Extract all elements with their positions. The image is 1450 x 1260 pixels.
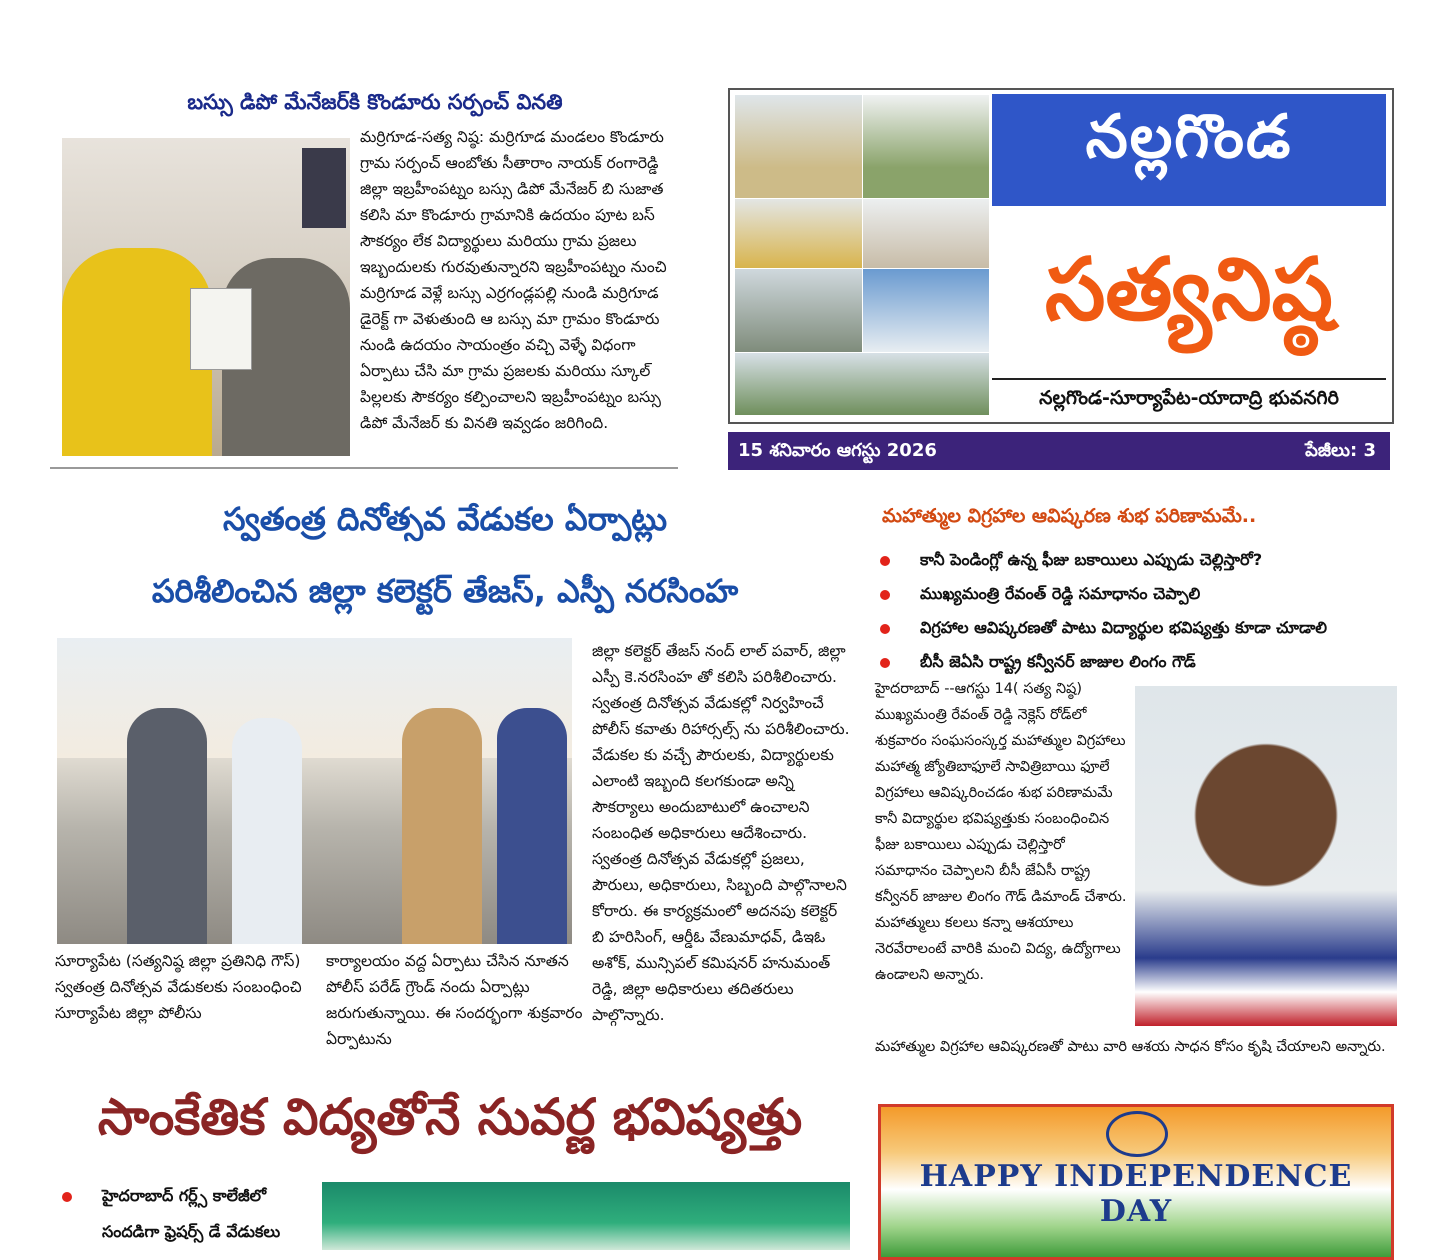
- story1-photo: [62, 138, 350, 456]
- person-light-shirt: [232, 718, 302, 944]
- independence-headline-2: పరిశీలించిన జిల్లా కలెక్టర్ తేజస్, ఎస్పీ నరసింహ: [151, 572, 739, 610]
- dateline-bar: [728, 432, 1390, 470]
- right-bullet-text: ముఖ్యమంత్రి రేవంత్ రెడ్డి సమాధానం చెప్పాలి: [920, 584, 1201, 603]
- masthead: [728, 88, 1394, 424]
- ad-text: HAPPY INDEPENDENCE DAY: [919, 1159, 1353, 1229]
- independence-headline-1: స్వతంత్ర దినోత్సవ వేడుకల ఏర్పాట్లు: [222, 500, 668, 538]
- bottom-bullet-text: హైదరాబాద్ గర్ల్స్ కాలేజీలో: [102, 1186, 267, 1205]
- story1-body: [360, 124, 680, 436]
- bullet-dot-icon: [880, 624, 890, 634]
- bullet-dot-icon: [62, 1192, 72, 1202]
- independence-body-col3: జిల్లా కలెక్టర్ తేజస్ నంద్ లాల్ పవార్, జిల్లా ఎస్పీ కె.నరసింహ తో కలిసి పరిశీలించారు. స్వతంత్ర దినోత్సవ వేడుకల్లో నిర్వహించే పోలీస్ కవాతు రిహార్సల్స్ ను పరిశీలించారు. వేడుకల కు వచ్చే పౌరులకు, విద్యార్థులకు ఎలాంటి ఇబ్బంది కలగకుండా అన్ని సౌకర్యాలు అందుబాటులో ఉంచాలని సంబంధిత అధికారులు ఆదేశించారు. స్వతంత్ర దినోత్సవ వేడుకల్లో ప్రజలు, పౌరులు, అధికారులు, సిబ్బంది పాల్గొనాలని కోరారు. ఈ కార్యక్రమంలో అదనపు కలెక్టర్ బి హరిసింగ్, ఆర్డీఓ వేణుమాధవ్, డిఇఓ అశోక్, మున్సిపల్ కమిషనర్ హనుమంత్ రెడ్డి, జిల్లా అధికారులు తదితరులు పాల్గొన్నారు.: [592, 642, 850, 1024]
- right-bullet-text: కానీ పెండింగ్లో ఉన్న ఫీజు బకాయిలు ఎప్పుడు చెల్లిస్తారో?: [920, 550, 1263, 569]
- person-blue-shirt: [497, 708, 567, 944]
- story1-paragraph: మర్రిగూడ-సత్య నిష్ఠ: మర్రిగూడ మండలం కొండూరు గ్రామ సర్పంచ్ ఆంబోతు సీతారాం నాయక్ రంగారెడ్డి జిల్లా ఇబ్రహీంపట్నం బస్సు డిపో మేనేజర్ బి సుజాత కలిసి మా కొండూరు గ్రామానికి ఉదయం పూట బస్ సౌకర్యం లేక విద్యార్థులు మరియు గ్రామ ప్రజలు ఇబ్బందులకు గురవుతున్నారని ఇబ్రహీంపట్నం నుంచి మర్రిగూడ వెళ్లే బస్సు ఎర్రగండ్లపల్లి నుండి మర్రిగూడ డైరెక్ట్ గా వెళుతుంది ఆ బస్సు మా గ్రామం కొండూరు నుండి ఉదయం సాయంత్రం వచ్చి వెళ్ళే విధంగా ఏర్పాటు చేసి మా గ్రామ ప్రజలకు మరియు స్కూల్ పిల్లలకు సౌకర్యం కల్పించాలని ఇబ్రహీంపట్నం బస్సు డిపో మేనేజర్ కు వినతి ఇవ్వడం జరిగింది.: [360, 128, 667, 432]
- letter-document: [190, 288, 252, 370]
- portrait-photo: [1135, 686, 1397, 1026]
- bullet-dot-icon: [880, 658, 890, 668]
- right-bullet-text: విగ్రహాల ఆవిష్కరణతో పాటు విద్యార్థుల భవిష్యత్తు కూడా చూడాలి: [920, 618, 1327, 637]
- right-bullet-text: బీసీ జెఏసి రాష్ట్ర కన్వీనర్ జాజుల లింగం గౌడ్: [920, 652, 1196, 671]
- story1-headline: బస్సు డిపో మేనేజర్‌కి కొండూరు సర్పంచ్ వినతి: [187, 90, 563, 114]
- bottom-bullet-1: [62, 1186, 266, 1209]
- police-officer: [402, 708, 482, 944]
- right-story-last-line: మహాత్ముల విగ్రహాల ఆవిష్కరణతో పాటు వారి ఆశయ సాధన కోసం కృషి చేయాలని అన్నారు.: [875, 1039, 1386, 1055]
- bullet-dot-icon: [880, 556, 890, 566]
- independence-caption-col1: సూర్యాపేట (సత్యనిష్ఠ జిల్లా ప్రతినిధి గౌస్) స్వతంత్ర దినోత్సవ వేడుకలకు సంబంధించి సూర్యాపేట జిల్లా పోలీసు: [55, 952, 302, 1022]
- right-bullet-4: [880, 652, 1420, 675]
- bullet-dot-icon: [880, 590, 890, 600]
- right-bullet-2: [880, 584, 1420, 607]
- independence-caption-col2: కార్యాలయం వద్ద ఏర్పాటు చేసిన నూతన పోలీస్ పరేడ్ గ్రౌండ్ నందు ఏర్పాట్లు జరుగుతున్నాయి. ఈ సందర్భంగా శుక్రవారం ఏర్పాటును: [326, 952, 583, 1048]
- story1-divider: [50, 467, 678, 469]
- person-group-left: [127, 708, 207, 944]
- right-story-body: హైదరాబాద్ --ఆగస్టు 14( సత్య నిష్ఠ) ముఖ్యమంత్రి రేవంత్ రెడ్డి నెక్లెస్ రోడ్‌లో శుక్రవారం సంఘసంస్కర్త మహాత్ముల విగ్రహాలు మహాత్మ జ్యోతిబాఫూలే సావిత్రిబాయి ఫూలే విగ్రహాలు ఆవిష్కరించడం శుభ పరిణామమే కానీ విద్యార్థుల భవిష్యత్తుకు సంబంధించిన ఫీజు బకాయిలు ఎప్పుడు చెల్లిస్తారో సమాధానం చెప్పాలని బీసీ జేఏసీ రాష్ట్ర కన్వీనర్ జాజుల లింగం గౌడ్ డిమాండ్ చేశారు. మహాత్ములు కలలు కన్నా ఆశయాలు నెరవేరాలంటే వారికి మంచి విద్య, ఉద్యోగాలు ఉండాలని అన్నారు.: [875, 681, 1127, 983]
- masthead-subtitle: నల్లగొండ-సూర్యాపేట-యాదాద్రి భువనగిరి: [992, 378, 1386, 416]
- bottom-bullet-1-cont: సందడిగా ఫ్రెషర్స్ డే వేడుకలు: [102, 1222, 281, 1241]
- bottom-headline: సాంకేతిక విద్యతోనే సువర్ణ భవిష్యత్తు: [97, 1088, 803, 1146]
- right-bullet-1: [880, 550, 1420, 573]
- portrait-frame: [302, 148, 346, 228]
- chakra-icon: [1106, 1111, 1168, 1157]
- masthead-title-line1: నల్లగొండ: [1085, 102, 1293, 172]
- independence-day-ad: [878, 1104, 1394, 1260]
- issue-date: 15 శనివారం ఆగస్టు 2026: [738, 440, 937, 461]
- independence-photo: [57, 638, 572, 944]
- page-number: పేజీలు: 3: [1305, 440, 1376, 461]
- right-bullet-3: [880, 618, 1420, 641]
- bottom-event-photo: [322, 1182, 850, 1250]
- masthead-title-line2: సత్యనిష్ఠ: [1045, 240, 1333, 340]
- masthead-collage: [734, 94, 990, 414]
- right-story-headline: మహాత్ముల విగ్రహాల ఆవిష్కరణ శుభ పరిణామమే..: [882, 505, 1257, 527]
